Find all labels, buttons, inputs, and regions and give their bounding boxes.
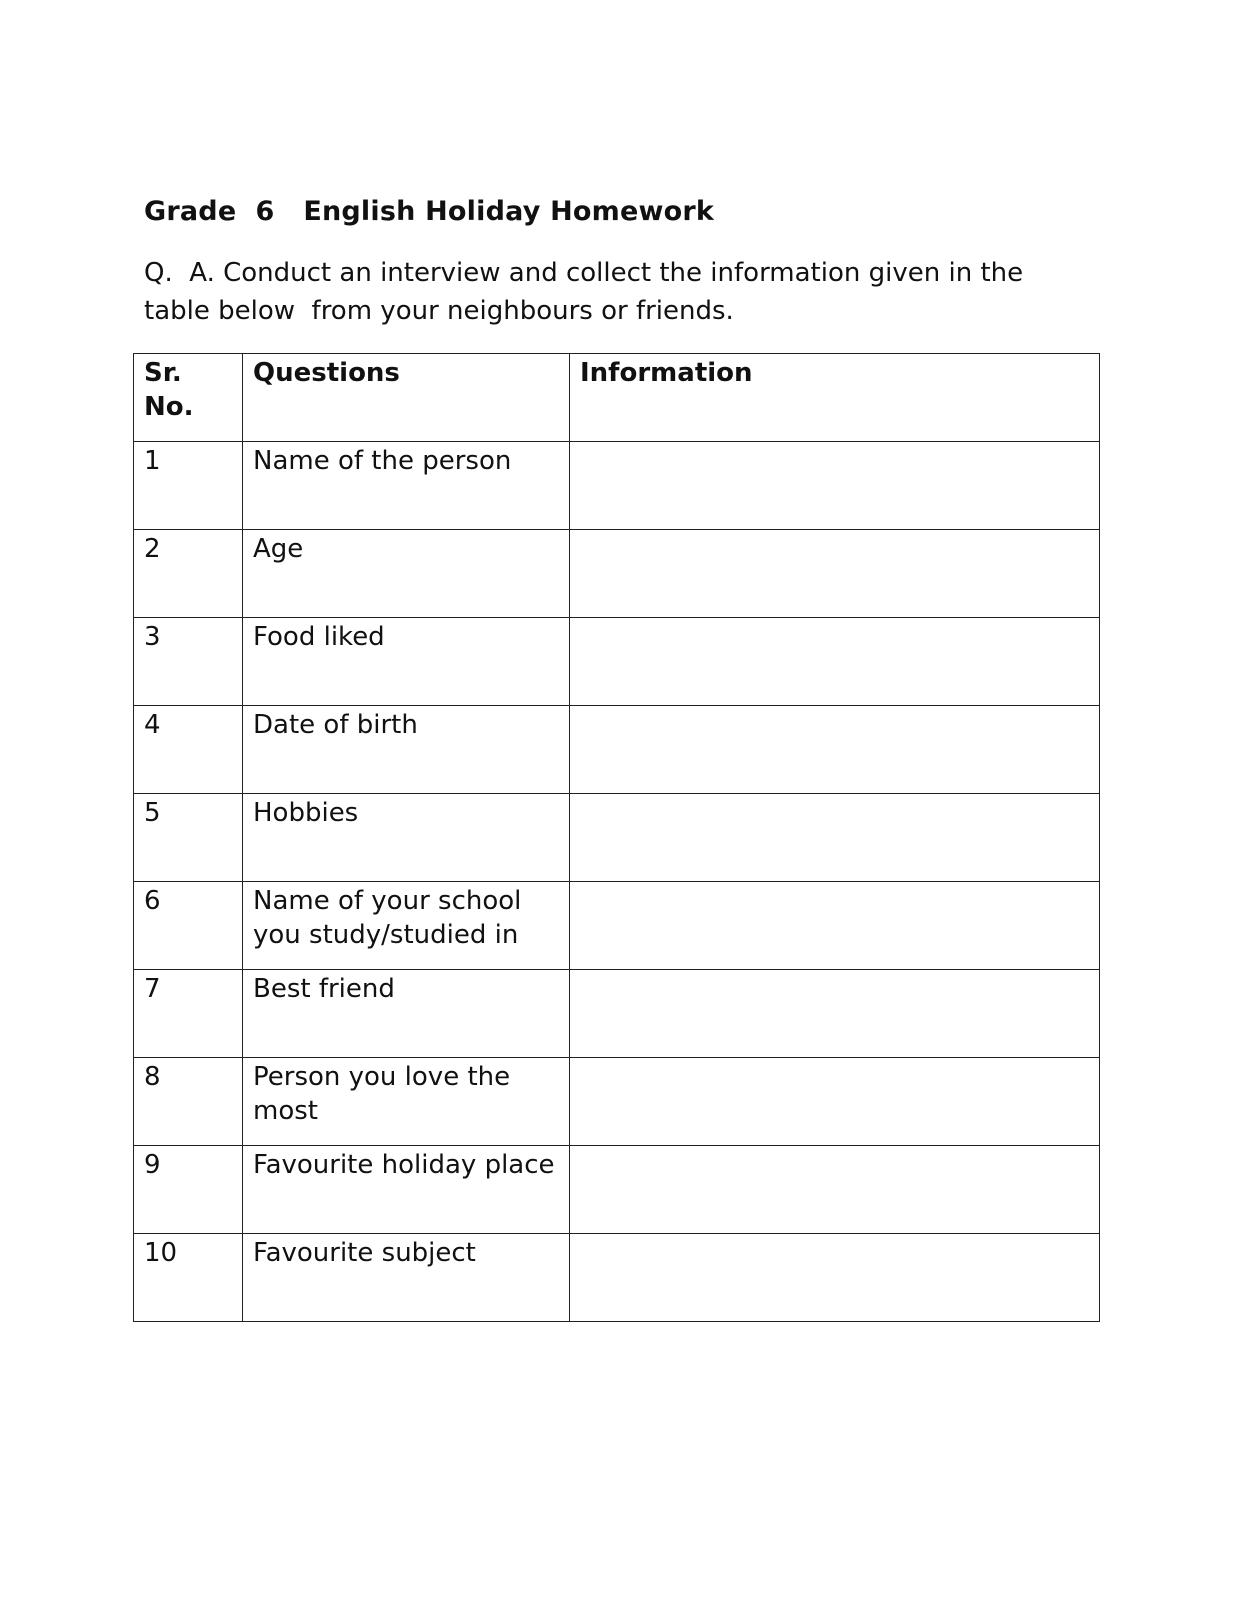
row-question: Favourite subject	[243, 1234, 570, 1322]
row-question: Name of the person	[243, 442, 570, 530]
table-header-row	[134, 354, 1100, 442]
question-text: Q. A. Conduct an interview and collect the information given in the table below from your neighbours or friends.	[144, 258, 1032, 326]
row-question: Food liked	[243, 618, 570, 706]
row-question: Person you love the most	[243, 1058, 570, 1146]
row-information[interactable]	[570, 706, 1100, 794]
table-row	[134, 442, 1100, 530]
row-question: Hobbies	[243, 794, 570, 882]
row-information[interactable]	[570, 794, 1100, 882]
table-row	[134, 794, 1100, 882]
header-sr-no: Sr. No.	[134, 354, 243, 442]
table-row	[134, 1058, 1100, 1146]
row-question: Date of birth	[243, 706, 570, 794]
row-information[interactable]	[570, 882, 1100, 970]
page-title: Grade 6 English Holiday Homework	[144, 196, 715, 227]
table-row	[134, 970, 1100, 1058]
header-questions: Questions	[243, 354, 570, 442]
row-question: Best friend	[243, 970, 570, 1058]
row-number: 1	[134, 442, 243, 530]
row-number: 3	[134, 618, 243, 706]
interview-table	[133, 353, 1100, 1322]
table-row	[134, 618, 1100, 706]
row-question: Age	[243, 530, 570, 618]
row-information[interactable]	[570, 1146, 1100, 1234]
row-information[interactable]	[570, 1234, 1100, 1322]
row-number: 7	[134, 970, 243, 1058]
row-information[interactable]	[570, 618, 1100, 706]
row-number: 5	[134, 794, 243, 882]
table-row	[134, 530, 1100, 618]
table-row	[134, 1146, 1100, 1234]
row-information[interactable]	[570, 442, 1100, 530]
table-row	[134, 1234, 1100, 1322]
table-row	[134, 706, 1100, 794]
row-number: 9	[134, 1146, 243, 1234]
row-number: 8	[134, 1058, 243, 1146]
row-information[interactable]	[570, 530, 1100, 618]
row-question: Favourite holiday place	[243, 1146, 570, 1234]
row-information[interactable]	[570, 1058, 1100, 1146]
row-question: Name of your school you study/studied in	[243, 882, 570, 970]
row-number: 6	[134, 882, 243, 970]
header-information: Information	[570, 354, 1100, 442]
row-number: 4	[134, 706, 243, 794]
row-information[interactable]	[570, 970, 1100, 1058]
table-row	[134, 882, 1100, 970]
row-number: 10	[134, 1234, 243, 1322]
row-number: 2	[134, 530, 243, 618]
